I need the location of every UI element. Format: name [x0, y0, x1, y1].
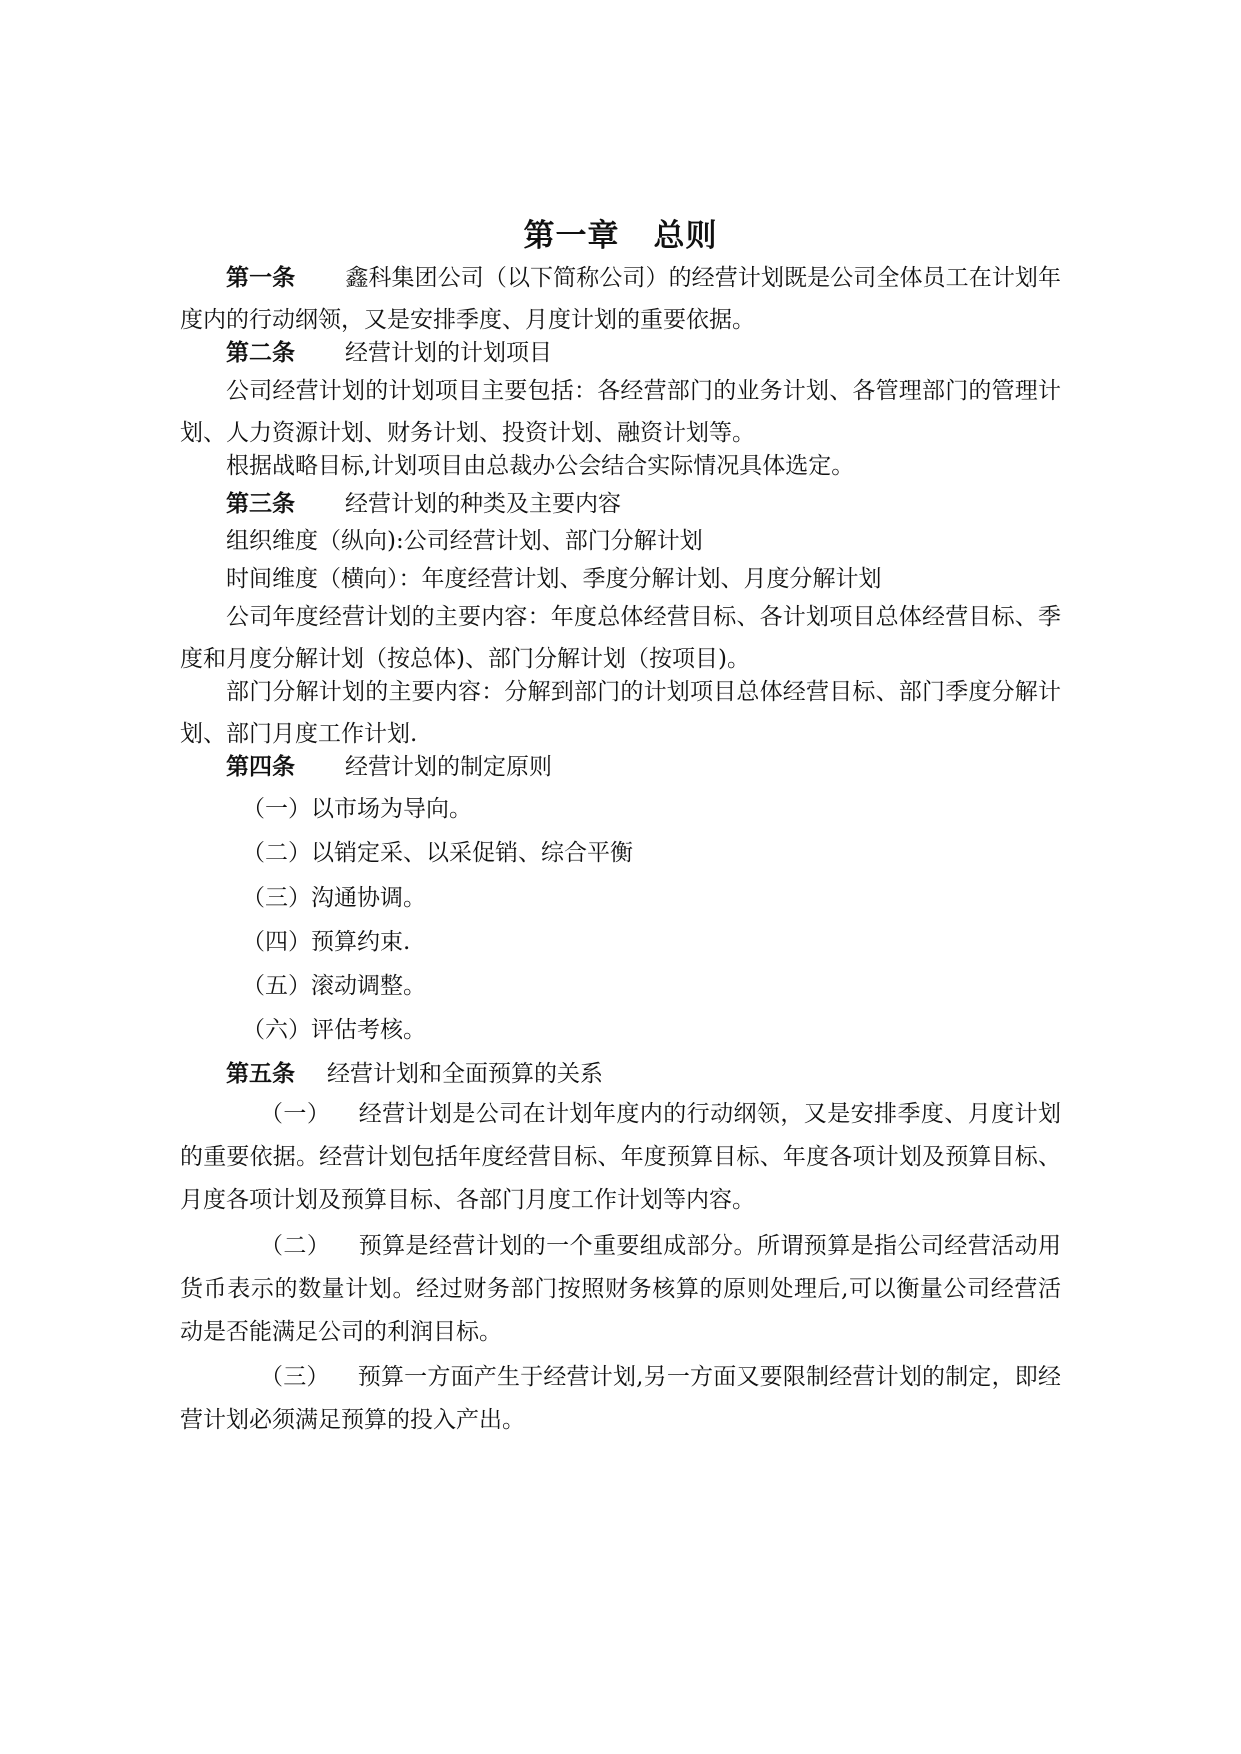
clause-text: 预算是经营计划的一个重要组成部分。所谓预算是指公司经营活动用货币表示的数量计划。经过财务部门按照财务核算的原则处理后,可以衡量公司经营活动是否能满足公司的利润目标。 [180, 1233, 1062, 1345]
principle-item: （六）评估考核。 [242, 1017, 426, 1043]
article-3-heading [180, 483, 1061, 525]
clause-text: 预算一方面产生于经营计划,另一方面又要限制经营计划的制定，即经营计划必须满足预算的投入产出。 [180, 1364, 1062, 1433]
article-2-para-1: 公司经营计划的计划项目主要包括：各经营部门的业务计划、各管理部门的管理计划、人力资源计划、财务计划、投资计划、融资计划等。 [180, 378, 1061, 446]
clause-number: （二） [260, 1233, 331, 1259]
article-3-para-3: 公司年度经营计划的主要内容：年度总体经营目标、各计划项目总体经营目标、季度和月度分解计划（按总体)、部门分解计划（按项目)。 [180, 604, 1061, 672]
article-4-label: 第四条 [226, 754, 295, 780]
article-5-title: 经营计划和全面预算的关系 [327, 1061, 603, 1087]
clause-number: （一） [260, 1101, 331, 1127]
article-3-para-2: 时间维度（横向）：年度经营计划、季度分解计划、月度分解计划 [226, 566, 882, 592]
article-5-heading [180, 1053, 1061, 1095]
clause-text: 经营计划是公司在计划年度内的行动纲领，又是安排季度、月度计划的重要依据。经营计划包括年度经营目标、年度预算目标、年度各项计划及预算目标、月度各项计划及预算目标、各部门月度工作计划等内容。 [180, 1101, 1062, 1213]
article-3-title: 经营计划的种类及主要内容 [345, 491, 621, 517]
article-1-text: 鑫科集团公司（以下简称公司）的经营计划既是公司全体员工在计划年度内的行动纲领，又是安排季度、月度计划的重要依据。 [180, 265, 1062, 333]
clause-number: （三） [260, 1364, 330, 1390]
principle-item: （一）以市场为导向。 [242, 796, 472, 822]
article-4-heading [180, 746, 1061, 788]
relation-clause-2 [180, 1225, 1061, 1354]
article-3-label: 第三条 [226, 491, 295, 517]
article-3-para-1: 组织维度（纵向):公司经营计划、部门分解计划 [226, 528, 703, 554]
article-2-para-2: 根据战略目标,计划项目由总裁办公会结合实际情况具体选定。 [226, 453, 855, 479]
chapter-title [180, 210, 1061, 255]
article-3-para-4: 部门分解计划的主要内容：分解到部门的计划项目总体经营目标、部门季度分解计划、部门月度工作计划. [180, 679, 1061, 747]
article-5-label: 第五条 [226, 1061, 295, 1087]
chapter-number: 第一章 [523, 218, 620, 254]
principle-item: （五）滚动调整。 [242, 973, 426, 999]
article-2-title: 经营计划的计划项目 [345, 340, 552, 366]
principle-item: （二）以销定采、以采促销、综合平衡 [242, 840, 633, 866]
article-1-label: 第一条 [226, 265, 296, 291]
article-4-title: 经营计划的制定原则 [345, 754, 552, 780]
article-1 [180, 257, 1061, 341]
article-2-label: 第二条 [226, 340, 295, 366]
principle-item: （三）沟通协调。 [242, 885, 426, 911]
article-2-heading [180, 332, 1061, 374]
chapter-name: 总则 [653, 218, 718, 254]
relation-clause-1 [180, 1093, 1061, 1222]
relation-clause-3 [180, 1356, 1061, 1442]
principle-item: （四）预算约束. [242, 929, 411, 955]
